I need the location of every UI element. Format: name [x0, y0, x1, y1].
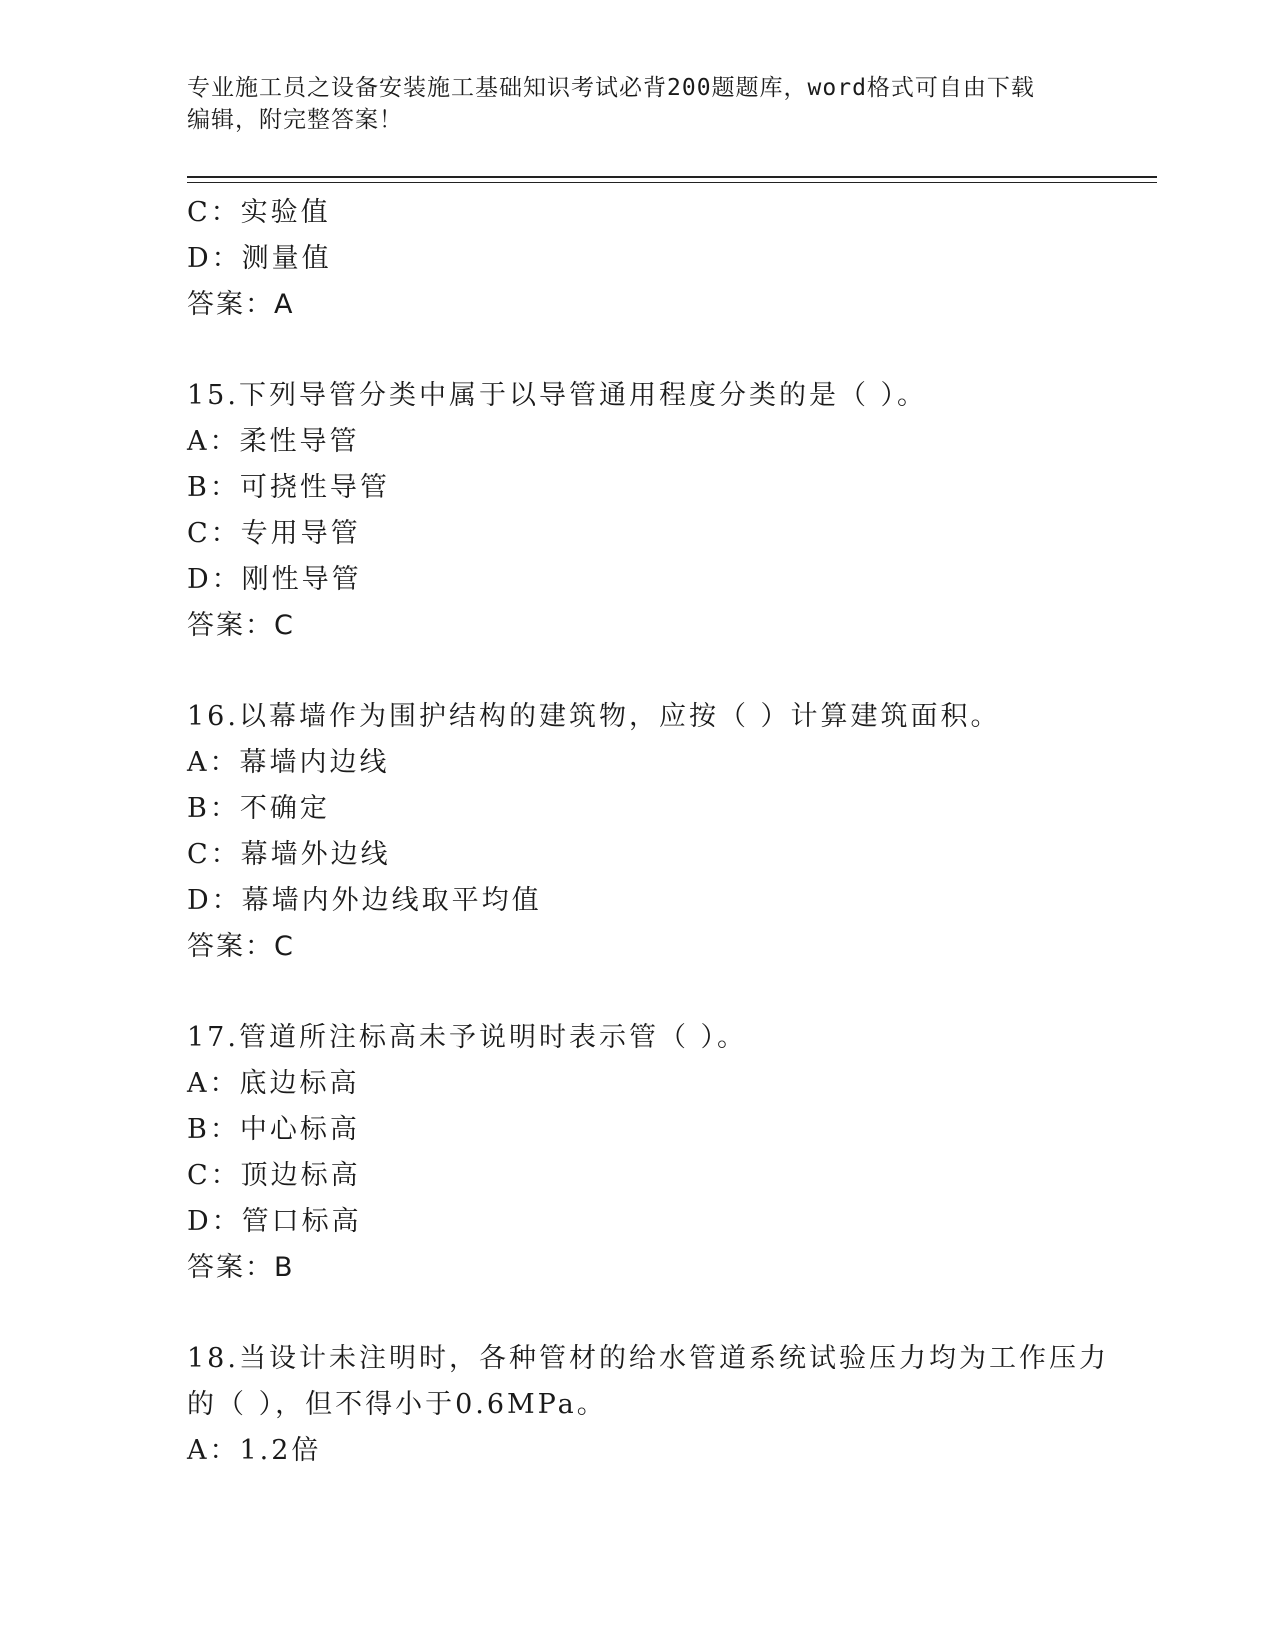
option-b: B：不确定: [187, 793, 330, 824]
option-c: C：实验值: [187, 197, 331, 228]
question-18: [187, 1336, 1109, 1474]
option-c: C：顶边标高: [187, 1160, 361, 1191]
answer-line: 答案：C: [187, 610, 295, 641]
question-content: [187, 190, 1109, 1474]
answer-line: 答案：B: [187, 1252, 295, 1283]
option-d: D：幕墙内外边线取平均值: [187, 885, 542, 916]
spacer: [187, 328, 1087, 373]
option-a: A：底边标高: [187, 1068, 360, 1099]
option-b: B：可挠性导管: [187, 472, 390, 503]
spacer: [187, 649, 1087, 694]
spacer: [187, 1291, 1087, 1336]
option-d: D：测量值: [187, 243, 332, 274]
question-text: 15.下列导管分类中属于以导管通用程度分类的是（ ）。: [187, 380, 928, 411]
option-a: A：幕墙内边线: [187, 747, 390, 778]
option-b: B：中心标高: [187, 1114, 360, 1145]
question-text: 16.以幕墙作为围护结构的建筑物，应按（ ）计算建筑面积。: [187, 701, 1001, 732]
question-text-line-1: 18.当设计未注明时，各种管材的给水管道系统试验压力均为工作压力: [187, 1343, 1109, 1374]
question-text: 17.管道所注标高未予说明时表示管（ ）。: [187, 1022, 748, 1053]
header-rule-thin: [187, 182, 1157, 183]
option-c: C：专用导管: [187, 518, 361, 549]
previous-question-tail: [187, 190, 1087, 328]
question-16: [187, 694, 1087, 970]
option-a: A：1.2倍: [187, 1435, 322, 1466]
option-d: D：管口标高: [187, 1206, 362, 1237]
option-d: D：刚性导管: [187, 564, 362, 595]
option-a: A：柔性导管: [187, 426, 360, 457]
document-header: [187, 72, 1087, 136]
option-c: C：幕墙外边线: [187, 839, 391, 870]
header-line-2: 编辑，附完整答案！: [187, 107, 403, 133]
answer-line: 答案：A: [187, 289, 295, 320]
question-15: [187, 373, 1087, 649]
header-line-1: 专业施工员之设备安装施工基础知识考试必背200题题库，word格式可自由下载: [187, 75, 1035, 101]
question-17: [187, 1015, 1087, 1291]
spacer: [187, 970, 1087, 1015]
question-text-line-2: 的（ ），但不得小于0.6MPa。: [187, 1389, 607, 1420]
answer-line: 答案：C: [187, 931, 295, 962]
header-rule-thick: [187, 176, 1157, 178]
